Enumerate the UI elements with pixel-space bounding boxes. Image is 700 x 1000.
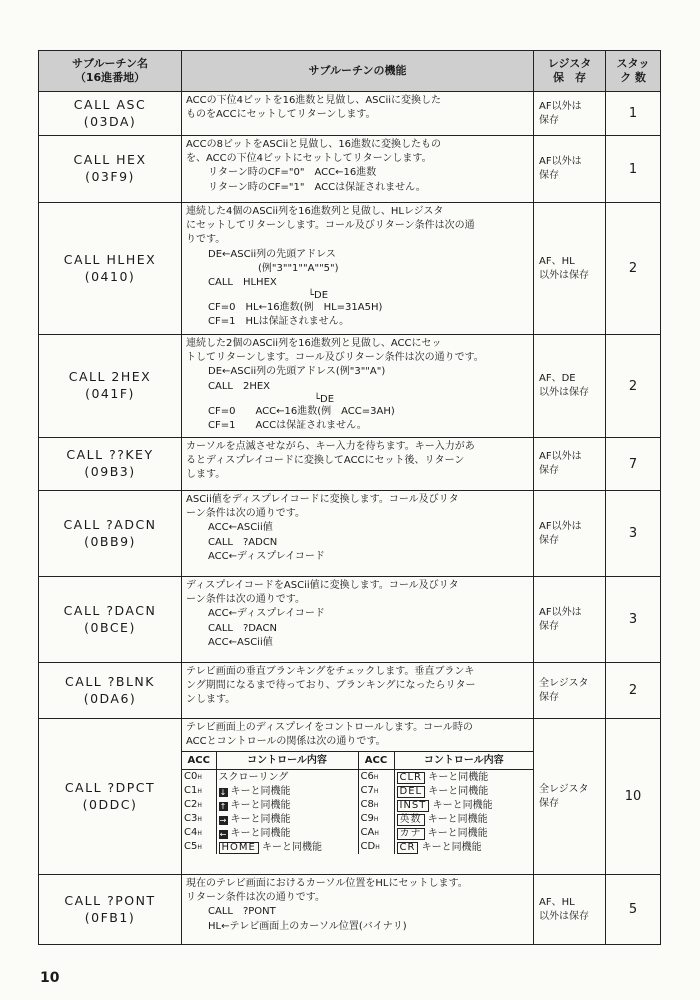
register-preserve: AF以外は 保存	[534, 92, 606, 136]
subroutine-description: ディスプレイコードをASCii値に変換します。コール及びリタ ーン条件は次の通りです。 ACC←ディスプレイコード CALL ?DACN ACC←ASCii値	[182, 577, 534, 663]
register-preserve: AF以外は 保存	[534, 136, 606, 203]
control-row: C3H → キーと同機能 C9H 英数 キーと同機能	[184, 813, 488, 825]
control-row: C2H ↑ キーと同機能 C8H INST キーと同機能	[184, 799, 493, 811]
register-preserve: AF以外は 保存	[534, 438, 606, 491]
control-row: C0H スクローリング C6H CLR キーと同機能	[184, 771, 489, 783]
left-arrow-key-icon: ←	[219, 829, 227, 839]
register-preserve: 全レジスタ 保存	[534, 719, 606, 875]
table-row	[39, 663, 661, 719]
de-arrow: └DE	[308, 290, 329, 302]
stack-count: 5	[606, 875, 661, 945]
register-preserve: 全レジスタ 保存	[534, 663, 606, 719]
subroutine-name: CALL ASC (03DA)	[39, 92, 182, 136]
stack-count: 2	[606, 663, 661, 719]
stack-count: 2	[606, 203, 661, 335]
table-row	[39, 92, 661, 136]
header-function: サブルーチンの機能	[182, 51, 534, 92]
de-arrow: └DE	[314, 393, 335, 405]
control-code-table	[182, 751, 533, 854]
subroutine-name: CALL HLHEX (0410)	[39, 203, 182, 335]
register-preserve: AF以外は 保存	[534, 491, 606, 577]
table-row	[39, 875, 661, 945]
page-number: 10	[40, 970, 60, 986]
register-preserve: AF、DE 以外は保存	[534, 335, 606, 438]
register-preserve: AF、HL 以外は保存	[534, 875, 606, 945]
stack-count: 3	[606, 577, 661, 663]
stack-count: 3	[606, 491, 661, 577]
subroutine-description: ACCの8ビットをASCiiと見做し、16進数に変換したもの を、ACCの下位4ビットにセットしてリターンします。 リターン時のCF="0" ACC←16進数 リターン時のCF="1" ACCは保証されません。	[182, 136, 534, 203]
stack-count: 7	[606, 438, 661, 491]
down-arrow-key-icon: ↓	[219, 787, 227, 797]
control-row: C1H ↓ キーと同機能 C7H DEL キーと同機能	[184, 785, 489, 797]
stack-count: 10	[606, 719, 661, 875]
subroutine-name: CALL HEX (03F9)	[39, 136, 182, 203]
table-row	[39, 577, 661, 663]
stack-count: 2	[606, 335, 661, 438]
subroutine-name: CALL ?BLNK (0DA6)	[39, 663, 182, 719]
up-arrow-key-icon: ↑	[219, 801, 227, 811]
subroutine-description: ASCii値をディスプレイコードに変換します。コール及びリタ ーン条件は次の通りです。 ACC←ASCii値 CALL ?ADCN ACC←ディスプレイコード	[182, 491, 534, 577]
subroutine-name: CALL ?DACN (0BCE)	[39, 577, 182, 663]
header-stack: スタッ ク 数	[606, 51, 661, 92]
header-name: サブルーチン名 （16進番地）	[39, 51, 182, 92]
subroutine-description: 現在のテレビ画面におけるカーソル位置をHLにセットします。 リターン条件は次の通りです。 CALL ?PONT HL←テレビ画面上のカーソル位置(バイナリ)	[182, 875, 534, 945]
subroutine-name: CALL ?DPCT (0DDC)	[39, 719, 182, 875]
subroutine-name: CALL ?ADCN (0BB9)	[39, 491, 182, 577]
subroutine-description: テレビ画面の垂直ブランキングをチェックします。垂直ブランキ ング期間になるまで待っており、ブランキングになったらリター ンします。	[182, 663, 534, 719]
header-register: レジスタ 保 存	[534, 51, 606, 92]
register-preserve: AF、HL 以外は保存	[534, 203, 606, 335]
table-row	[39, 438, 661, 491]
table-row	[39, 719, 661, 875]
table-row	[39, 491, 661, 577]
table-row	[39, 203, 661, 335]
stack-count: 1	[606, 92, 661, 136]
right-arrow-key-icon: →	[219, 815, 227, 825]
subroutine-name: CALL 2HEX (041F)	[39, 335, 182, 438]
register-preserve: AF以外は 保存	[534, 577, 606, 663]
table-header-row	[39, 51, 661, 92]
stack-count: 1	[606, 136, 661, 203]
subroutine-description: 連続した4個のASCii列を16進数列と見做し、HLレジスタ にセットしてリターンします。コール及びリターン条件は次の通 りです。 DE←ASCii列の先頭アドレス (例"3""1""A""5") CALL HLHEX └DE CF=0 HL←16進数(例 HL=31A5H) CF=1 HLは保証されません。	[182, 203, 534, 335]
subroutine-description: ACCの下位4ビットを16進数と見做し、ASCiiに変換した ものをACCにセットしてリターンします。	[182, 92, 534, 136]
control-row: C4H ← キーと同機能 CAH カナ キーと同機能	[184, 827, 488, 839]
control-table-header: ACC コントロール内容 ACC コントロール内容	[182, 752, 533, 770]
control-row: C5H HOME キーと同機能 CDH CR キーと同機能	[184, 841, 482, 853]
subroutine-description: テレビ画面上のディスプレイをコントロールします。コール時の ACCとコントロールの関係は次の通りです。 ACC コントロール内容 ACC コントロール内容 C0H スクローリング C6H CLR キーと同機能 C1H ↓ キーと同機能 C7H DEL キーと同機能 C2H ↑ キーと同機能 C8H INST キーと同機能 C3H → キーと同機能 C9H 英数 キーと同機能 C4H ← キーと同機能 CAH カナ キーと同機能 C5H HOME キーと同機能 CDH CR キーと同機能	[182, 719, 534, 875]
subroutine-name: CALL ?PONT (0FB1)	[39, 875, 182, 945]
table-row	[39, 136, 661, 203]
subroutine-description: カーソルを点滅させながら、キー入力を待ちます。キー入力があ るとディスプレイコードに変換してACCにセット後、リターン します。	[182, 438, 534, 491]
subroutine-table	[38, 50, 661, 945]
subroutine-name: CALL ??KEY (09B3)	[39, 438, 182, 491]
table-row	[39, 335, 661, 438]
subroutine-description: 連続した2個のASCii列を16進数列と見做し、ACCにセッ トしてリターンします。コール及びリターン条件は次の通りです。 DE←ASCii列の先頭アドレス(例"3""A") CALL 2HEX └DE CF=0 ACC←16進数(例 ACC=3AH) CF=1 ACCは保証されません。	[182, 335, 534, 438]
